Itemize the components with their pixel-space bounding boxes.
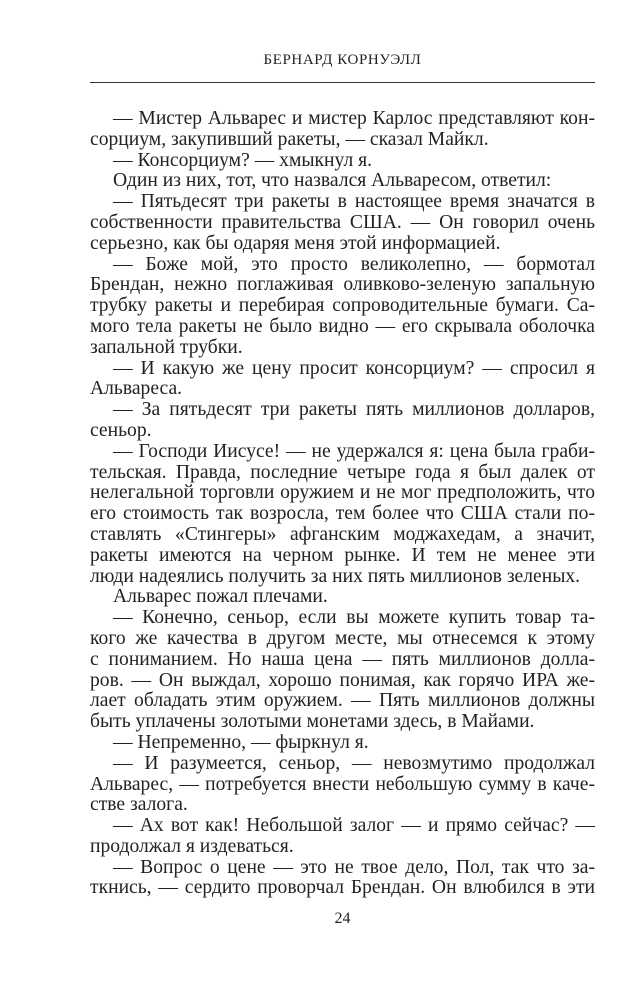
text-line: — Вопрос о цене — это не твое дело, Пол, так что за- (113, 856, 595, 878)
text-line: Альвареса. (90, 378, 183, 400)
paragraph (90, 171, 595, 192)
text-line: сеньор. (90, 419, 152, 441)
paragraph (90, 442, 595, 588)
text-line: — Непременно, — фыркнул я. (113, 731, 369, 753)
text-line: — Ах вот как! Небольшой залог — и прямо сейчас? — (113, 815, 595, 837)
text-line: с пониманием. Но наша цена — пять миллионов долла- (90, 648, 595, 670)
text-line: — И разумеется, сеньор, — невозмутимо продолжал (113, 752, 595, 774)
running-header: БЕРНАРД КОРНУЭЛЛ (263, 52, 422, 68)
paragraph (90, 587, 595, 608)
text-line: — Конечно, сеньор, если вы можете купить товар та- (113, 607, 595, 629)
paragraph (90, 754, 595, 816)
text-line: — И какую же цену просит консорциум? — спросил я (113, 357, 595, 379)
text-line: мого тела ракеты не было видно — его скрывала оболочка (90, 315, 595, 337)
text-line: тельская. Правда, последние четыре года я был далек от (90, 461, 595, 483)
header-rule (90, 82, 595, 83)
paragraph (90, 858, 595, 900)
text-line: ткнись, — сердито проворчал Брендан. Он влюбился в эти (90, 877, 595, 899)
paragraph (90, 359, 595, 401)
text-line: ракеты имеются на черном рынке. И тем не менее эти (90, 544, 595, 566)
text-line: ставлять «Стингеры» афганским моджахедам, а значит, (90, 523, 595, 545)
paragraph (90, 192, 595, 254)
text-line: стве залога. (90, 794, 188, 816)
text-line: его стоимость так возросла, тем более что США стали по- (90, 503, 595, 525)
text-line: — Господи Иисусе! — не удержался я: цена была граби- (113, 440, 595, 462)
paragraph (90, 109, 595, 151)
text-line: — За пятьдесят три ракеты пять миллионов долларов, (113, 399, 595, 421)
text-line: ров. — Он выждал, хорошо понимая, как горячо ИРА же- (90, 669, 595, 691)
text-line: продолжал я издеваться. (90, 835, 294, 857)
text-line: серьезно, как бы одаряя меня этой информацией. (90, 232, 501, 254)
text-line: Альварес пожал плечами. (113, 586, 328, 608)
text-line: люди надеялись получить за них пять миллионов зеленых. (90, 565, 581, 587)
text-line: кого же качества в другом месте, мы отнесемся к этому (90, 627, 595, 649)
paragraph (90, 816, 595, 858)
text-line: Один из них, тот, что назвался Альваресом, ответил: (113, 170, 552, 192)
page-number: 24 (334, 910, 351, 927)
text-line: быть уплачены золотыми монетами здесь, в Майами. (90, 711, 535, 733)
page-body (90, 109, 595, 899)
text-line: нелегальной торговли оружием и не мог предположить, что (90, 482, 595, 504)
paragraph (90, 733, 595, 754)
paragraph (90, 255, 595, 359)
text-line: — Пятьдесят три ракеты в настоящее время значатся в (113, 191, 595, 213)
text-line: лает обладать этим оружием. — Пять миллионов должны (90, 690, 595, 712)
text-line: — Боже мой, это просто великолепно, — бормотал (113, 253, 595, 275)
paragraph (90, 400, 595, 442)
text-line: — Мистер Альварес и мистер Карлос представляют кон- (113, 108, 595, 129)
paragraph (90, 608, 595, 733)
text-line: — Консорциум? — хмыкнул я. (113, 149, 373, 171)
paragraph (90, 151, 595, 172)
text-line: Альварес, — потребуется внести небольшую сумму в каче- (90, 773, 595, 795)
text-line: трубку ракеты и перебирая сопроводительные бумаги. Са- (90, 295, 595, 317)
text-line: запальной трубки. (90, 336, 243, 358)
text-line: собственности правительства США. — Он говорил очень (90, 211, 595, 233)
text-line: Брендан, нежно поглаживая оливково-зеленую запальную (90, 274, 595, 296)
text-line: сорциум, закупивший ракеты, — сказал Майкл. (90, 128, 489, 150)
